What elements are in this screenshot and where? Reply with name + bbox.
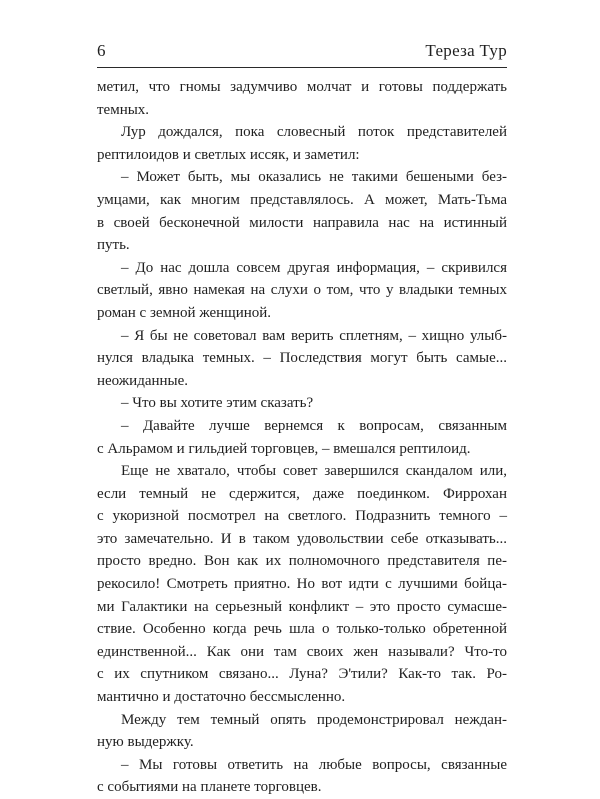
- text-line: единственной... Как они там своих жен называли? Что-то: [97, 643, 507, 660]
- text-line: с их спутником связано... Луна? Э'тили? Как-то так. Ро-: [97, 666, 507, 683]
- text-line: в своей бесконечной милости направила нас на истинный: [97, 214, 507, 231]
- text-line: рекосило! Смотреть приятно. Но вот идти с лучшими бойца-: [97, 576, 507, 593]
- text-line: темных.: [97, 101, 150, 118]
- text-line: умцами, как многим представлялось. А может, Мать-Тьма: [97, 191, 507, 208]
- page-number: 6: [97, 41, 106, 60]
- paragraph: [97, 415, 507, 460]
- text-line: неожиданные.: [97, 372, 189, 389]
- paragraph: [97, 325, 507, 393]
- paragraph: [97, 754, 507, 799]
- text-line: с укоризной посмотрел на светлого. Подразнить темного –: [97, 508, 507, 525]
- text-line: – Я бы не советовал вам верить сплетням, – хищно улыб-: [121, 327, 507, 344]
- paragraph: [97, 121, 507, 166]
- paragraph: [97, 709, 507, 754]
- text-line: – Мы готовы ответить на любые вопросы, связанные: [121, 756, 507, 773]
- paragraph: [97, 257, 507, 325]
- text-line: – Может быть, мы оказались не такими бешеными без-: [121, 169, 507, 186]
- text-line: светлый, явно намекая на слухи о том, что у владыки темных: [97, 282, 507, 299]
- paragraph: [97, 392, 507, 415]
- text-line: это замечательно. И в таком удовольствии себе отказывать...: [97, 530, 507, 547]
- text-line: просто вредно. Вон как их полномочного представителя пе-: [97, 553, 507, 570]
- text-line: путь.: [97, 237, 130, 254]
- text-line: рептилоидов и светлых иссяк, и заметил:: [97, 146, 360, 163]
- text-line: с событиями на планете торговцев.: [97, 779, 322, 796]
- header-rule: [97, 67, 507, 68]
- paragraph: [97, 166, 507, 256]
- text-line: метил, что гномы задумчиво молчат и готовы поддержать: [97, 79, 507, 95]
- text-line: ную выдержку.: [97, 734, 194, 751]
- page-header: [97, 40, 507, 62]
- text-line: если темный не сдержится, даже поединком. Фиррохан: [97, 485, 507, 502]
- paragraph: [97, 460, 507, 709]
- text-line: ми Галактики на серьезный конфликт – это просто сумасше-: [97, 598, 507, 615]
- body-text: [97, 76, 507, 799]
- text-line: роман с земной женщиной.: [97, 304, 272, 321]
- running-head-author: Тереза Тур: [425, 41, 507, 60]
- text-line: Лур дождался, пока словесный поток представителей: [121, 124, 507, 141]
- text-line: – До нас дошла совсем другая информация, – скривился: [121, 259, 507, 276]
- text-line: – Что вы хотите этим сказать?: [121, 395, 314, 412]
- text-line: Между тем темный опять продемонстрировал неждан-: [121, 711, 507, 728]
- text-line: Еще не хватало, чтобы совет завершился скандалом или,: [121, 463, 507, 480]
- paragraph: [97, 76, 507, 121]
- text-line: – Давайте лучше вернемся к вопросам, связанным: [121, 417, 507, 434]
- text-line: нулся владыка темных. – Последствия могут быть самые...: [97, 350, 507, 367]
- text-line: ствие. Особенно когда речь шла о только-только обретенной: [97, 621, 507, 638]
- text-line: мантично и достаточно бессмысленно.: [97, 689, 346, 706]
- text-line: с Альрамом и гильдией торговцев, – вмешался рептилоид.: [97, 440, 471, 457]
